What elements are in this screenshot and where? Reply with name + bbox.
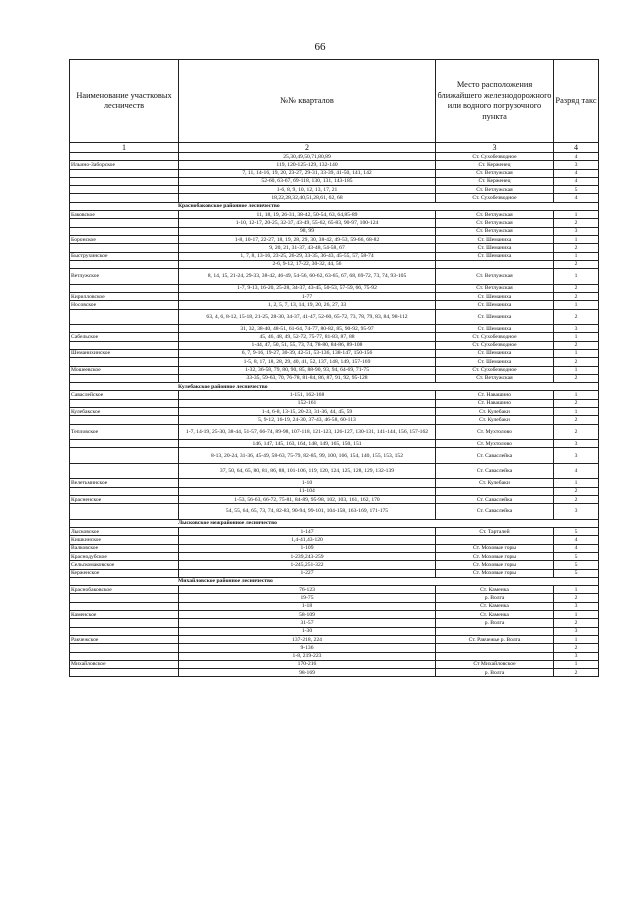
- forestry-name-cell: [70, 244, 179, 252]
- quarters-cell: 146, 147, 145, 163, 164, 148, 149, 165, 150, 151: [179, 440, 436, 448]
- section-row: [70, 519, 599, 527]
- tax-category-cell: 2: [554, 219, 599, 227]
- forestry-name-cell: Саваслейское: [70, 391, 179, 399]
- loading-point-cell: Ст. Ветлужская: [436, 219, 554, 227]
- tax-category-cell: 4: [554, 536, 599, 544]
- forestry-name-cell: Ракчежское: [70, 635, 179, 643]
- loading-point-cell: Ст. Каменка: [436, 586, 554, 594]
- loading-point-cell: Ст. Ветлужская: [436, 211, 554, 219]
- loading-point-cell: [436, 536, 554, 544]
- tax-category-cell: 3: [554, 161, 599, 169]
- loading-point-cell: [436, 487, 554, 495]
- loading-point-cell: р. Волга: [436, 594, 554, 602]
- forestry-name-cell: Керженское: [70, 569, 179, 577]
- quarters-cell: 25,30,49,50,71,80,89: [179, 153, 436, 161]
- table-row: [70, 440, 599, 448]
- table-row: [70, 374, 599, 382]
- tax-category-cell: 1: [554, 349, 599, 357]
- quarters-cell: 1-6, 8, 9, 10, 12, 13, 17, 21: [179, 186, 436, 194]
- forestry-name-cell: [70, 260, 179, 268]
- tax-category-cell: 3: [554, 504, 599, 520]
- section-title: Кулебакское районное лесничество: [70, 383, 599, 391]
- quarters-cell: 5, 9-12, 16-19, 24-30, 37-43, 46-58, 60-113: [179, 416, 436, 424]
- quarters-cell: 1-77: [179, 292, 436, 300]
- tax-category-cell: 1: [554, 252, 599, 260]
- loading-point-cell: Ст. Мухтолово: [436, 424, 554, 440]
- forestry-name-cell: Кирилловское: [70, 292, 179, 300]
- tax-category-cell: 5: [554, 186, 599, 194]
- tax-category-cell: 5: [554, 561, 599, 569]
- table-row: [70, 169, 599, 177]
- forestry-name-cell: [70, 652, 179, 660]
- table-row: [70, 561, 599, 569]
- forestry-name-cell: [70, 416, 179, 424]
- loading-point-cell: Ст. Тарталей: [436, 528, 554, 536]
- tax-category-cell: 1: [554, 586, 599, 594]
- forestry-name-cell: [70, 358, 179, 366]
- table-row: [70, 619, 599, 627]
- tax-category-cell: 2: [554, 619, 599, 627]
- section-title: Лысковское межрайонное лесничество: [70, 519, 599, 527]
- tax-category-cell: 3: [554, 652, 599, 660]
- quarters-cell: 9, 20, 21, 31-37, 43-48, 54-58, 67: [179, 244, 436, 252]
- forestry-name-cell: [70, 440, 179, 448]
- tax-category-cell: 1: [554, 301, 599, 309]
- quarters-cell: 152-161: [179, 399, 436, 407]
- loading-point-cell: Ст. Ветлужская: [436, 169, 554, 177]
- forestry-name-cell: [70, 463, 179, 479]
- loading-point-cell: Ст. Кулебаки: [436, 479, 554, 487]
- tax-category-cell: 1: [554, 211, 599, 219]
- tax-category-cell: 1: [554, 391, 599, 399]
- table-row: [70, 594, 599, 602]
- tax-category-cell: 2: [554, 341, 599, 349]
- quarters-cell: 1-44, 47, 50, 51, 55, 73, 74, 78-80, 84-86, 89-108: [179, 341, 436, 349]
- forestry-name-cell: Сельскомаковское: [70, 561, 179, 569]
- forestry-name-cell: [70, 602, 179, 610]
- tax-category-cell: 5: [554, 552, 599, 560]
- forestry-name-cell: [70, 177, 179, 185]
- table-row: [70, 219, 599, 227]
- loading-point-cell: Ст. Ветлужская: [436, 284, 554, 292]
- loading-point-cell: Ст. Моховые горы: [436, 552, 554, 560]
- quarters-cell: 1-8, 219-223: [179, 652, 436, 660]
- tax-category-cell: 3: [554, 602, 599, 610]
- table-row: [70, 186, 599, 194]
- quarters-cell: 7, 11, 14-16, 19, 20, 23-27, 29-31, 33-39, 41-50, 141, 142: [179, 169, 436, 177]
- tax-category-cell: 3: [554, 325, 599, 333]
- forestry-name-cell: Тепловское: [70, 424, 179, 440]
- table-row: [70, 408, 599, 416]
- table-row: [70, 252, 599, 260]
- quarters-cell: 1-245,251-322: [179, 561, 436, 569]
- table-row: [70, 544, 599, 552]
- forest-tax-table: [69, 59, 599, 677]
- loading-point-cell: Ст. Шеманиха: [436, 349, 554, 357]
- forestry-name-cell: [70, 309, 179, 325]
- forestry-name-cell: Носовское: [70, 301, 179, 309]
- forestry-name-cell: [70, 186, 179, 194]
- table-row: [70, 660, 599, 668]
- tax-category-cell: 4: [554, 177, 599, 185]
- section-row: [70, 202, 599, 210]
- tax-category-cell: 5: [554, 569, 599, 577]
- forestry-name-cell: Кишкинское: [70, 536, 179, 544]
- loading-point-cell: Ст. Моховые горы: [436, 561, 554, 569]
- forestry-name-cell: Валковское: [70, 544, 179, 552]
- quarters-cell: 52-60, 63-67, 69-118, 130, 131, 143-185: [179, 177, 436, 185]
- forestry-name-cell: [70, 669, 179, 677]
- tax-category-cell: 3: [554, 227, 599, 235]
- table-row: [70, 552, 599, 560]
- loading-point-cell: Ст. Шеманиха: [436, 309, 554, 325]
- tax-category-cell: 1: [554, 635, 599, 643]
- quarters-cell: 37, 50, 64, 65, 80, 81, 86, 88, 101-106, 119, 120, 124, 125, 128, 129, 132-139: [179, 463, 436, 479]
- table-row: [70, 292, 599, 300]
- section-title: Михайловское районное лесничество: [70, 577, 599, 585]
- forestry-name-cell: [70, 194, 179, 202]
- tax-category-cell: 1: [554, 408, 599, 416]
- quarters-cell: 1-8, 10-17, 22-27, 18, 19, 28, 29, 30, 38-42, 49-53, 59-66, 68-82: [179, 235, 436, 243]
- forestry-name-cell: [70, 341, 179, 349]
- table-row: [70, 391, 599, 399]
- forestry-name-cell: [70, 284, 179, 292]
- table-row: [70, 528, 599, 536]
- forestry-name-cell: Лысковское: [70, 528, 179, 536]
- loading-point-cell: Ст. Кулебаки: [436, 416, 554, 424]
- loading-point-cell: Ст. Ветлужская: [436, 227, 554, 235]
- tax-category-cell: 1: [554, 660, 599, 668]
- quarters-cell: 1-7, 14-19, 25-30, 38-44, 51-57, 66-74, 89-98, 107-118, 121-123, 126-127, 130-131, 141-144, 156, 157-162: [179, 424, 436, 440]
- forestry-name-cell: [70, 153, 179, 161]
- loading-point-cell: Ст. Ветлужская: [436, 186, 554, 194]
- quarters-cell: 1-109: [179, 544, 436, 552]
- table-row: [70, 309, 599, 325]
- loading-point-cell: Ст. Каменка: [436, 602, 554, 610]
- header-loading-point: Место расположения ближайшего железнодорожного или водного погрузочного пункта: [436, 60, 554, 143]
- loading-point-cell: Ст. Шеманиха: [436, 252, 554, 260]
- loading-point-cell: Ст. Шеманиха: [436, 325, 554, 333]
- table-row: [70, 177, 599, 185]
- loading-point-cell: Ст. Керженец: [436, 177, 554, 185]
- quarters-cell: 8, 14, 15, 21-24, 29-33, 38-42, 46-49, 54-56, 60-62, 63-65, 67, 68, 69-72, 73, 74, 93-105: [179, 269, 436, 285]
- table-row: [70, 652, 599, 660]
- tax-category-cell: 4: [554, 463, 599, 479]
- forestry-name-cell: Мошеевское: [70, 366, 179, 374]
- column-number: 1: [70, 143, 179, 153]
- loading-point-cell: [436, 644, 554, 652]
- table-row: [70, 416, 599, 424]
- forestry-name-cell: Ильино-Заборское: [70, 161, 179, 169]
- tax-category-cell: 2: [554, 644, 599, 652]
- loading-point-cell: Ст. Сухобезводное: [436, 194, 554, 202]
- forestry-name-cell: [70, 644, 179, 652]
- table-row: [70, 669, 599, 677]
- tax-category-cell: 2: [554, 424, 599, 440]
- tax-category-cell: 2: [554, 260, 599, 268]
- quarters-cell: 6, 7, 9-16, 19-27, 30-39, 42-51, 53-136, 138-147, 150-156: [179, 349, 436, 357]
- quarters-cell: 1-32, 36-58, 79, 80, 90, 85, 88-90, 93, 94, 64-69, 71-75: [179, 366, 436, 374]
- loading-point-cell: Ст. Шеманиха: [436, 292, 554, 300]
- forestry-name-cell: [70, 594, 179, 602]
- forestry-name-cell: [70, 504, 179, 520]
- column-number: 2: [179, 143, 436, 153]
- loading-point-cell: Ст. Шеманиха: [436, 244, 554, 252]
- table-row: [70, 424, 599, 440]
- forestry-name-cell: Краснодубское: [70, 552, 179, 560]
- tax-category-cell: 1: [554, 366, 599, 374]
- quarters-cell: 58-109: [179, 611, 436, 619]
- forestry-name-cell: Баковское: [70, 211, 179, 219]
- quarters-cell: 1, 7, 8, 13-16, 23-25, 26-29, 33-35, 36-43, 45-55, 57, 58-74: [179, 252, 436, 260]
- tax-category-cell: 5: [554, 528, 599, 536]
- tax-category-cell: 1: [554, 479, 599, 487]
- tax-category-cell: 4: [554, 153, 599, 161]
- table-row: [70, 235, 599, 243]
- loading-point-cell: Ст Михайловское: [436, 660, 554, 668]
- loading-point-cell: Ст. Саваслейка: [436, 496, 554, 504]
- quarters-cell: 1-227: [179, 569, 436, 577]
- table-row: [70, 463, 599, 479]
- section-row: [70, 577, 599, 585]
- quarters-cell: 170-216: [179, 660, 436, 668]
- forestry-name-cell: [70, 219, 179, 227]
- loading-point-cell: Ст. Сухобезводное: [436, 366, 554, 374]
- forestry-name-cell: [70, 169, 179, 177]
- table-row: [70, 325, 599, 333]
- table-row: [70, 611, 599, 619]
- tax-category-cell: 2: [554, 669, 599, 677]
- loading-point-cell: Ст. Керженец: [436, 161, 554, 169]
- table-row: [70, 333, 599, 341]
- table-row: [70, 448, 599, 464]
- quarters-cell: 8-13, 20-24, 31-36, 45-49, 58-63, 75-79, 82-85, 99, 100, 166, 154, 140, 155, 153, 152: [179, 448, 436, 464]
- forestry-name-cell: Шеманихинское: [70, 349, 179, 357]
- table-row: [70, 260, 599, 268]
- loading-point-cell: Ст. Навашино: [436, 391, 554, 399]
- quarters-cell: 2-6, 9-12, 17-22, 30-32, 44, 56: [179, 260, 436, 268]
- tax-category-cell: 2: [554, 358, 599, 366]
- table-row: [70, 644, 599, 652]
- tax-category-cell: 1: [554, 235, 599, 243]
- quarters-cell: 1-30: [179, 627, 436, 635]
- quarters-cell: 31, 32, 38-40, 48-51, 61-64, 74-77, 80-82, 85, 90-92, 95-97: [179, 325, 436, 333]
- quarters-cell: 1-53, 56-63, 66-72, 75-81, 84-89, 95-98, 102, 103, 161, 162, 170: [179, 496, 436, 504]
- loading-point-cell: Ст. Каменка: [436, 611, 554, 619]
- header-forestry-name: Наименование участковых лесничеств: [70, 60, 179, 143]
- forestry-name-cell: Михайловское: [70, 660, 179, 668]
- forestry-name-cell: Велетьминское: [70, 479, 179, 487]
- quarters-cell: 1-5, 8, 17, 18, 28, 29, 40, 41, 52, 137, 148, 149, 157-169: [179, 358, 436, 366]
- section-row: [70, 383, 599, 391]
- loading-point-cell: Ст. Шеманиха: [436, 301, 554, 309]
- header-quarters: №№ кварталов: [179, 60, 436, 143]
- quarters-cell: 63, 4, 6, 8-12, 15-18, 21-25, 28-30, 34-37, 41-47, 52-60, 65-72, 73, 78, 79, 83, 84, 98-112: [179, 309, 436, 325]
- column-number: 4: [554, 143, 599, 153]
- tax-category-cell: 2: [554, 309, 599, 325]
- quarters-cell: 19-75: [179, 594, 436, 602]
- quarters-cell: 9-136: [179, 644, 436, 652]
- table-row: [70, 399, 599, 407]
- table-row: [70, 341, 599, 349]
- table-row: [70, 153, 599, 161]
- column-number: 3: [436, 143, 554, 153]
- header-row: [70, 60, 599, 143]
- tax-category-cell: 4: [554, 544, 599, 552]
- loading-point-cell: Ст. Мухтолово: [436, 440, 554, 448]
- quarters-cell: 1-7, 9-13, 16-20, 25-28, 34-37, 43-45, 50-53, 57-59, 66, 75-92: [179, 284, 436, 292]
- tax-category-cell: 2: [554, 244, 599, 252]
- table-row: [70, 504, 599, 520]
- loading-point-cell: Ст. Саваслейка: [436, 463, 554, 479]
- quarters-cell: 1-10, 12-17, 20-25, 32-37, 43-49, 55-62, 65-83, 90-97, 100-124: [179, 219, 436, 227]
- header-tax-category: Разряд такс: [554, 60, 599, 143]
- quarters-cell: 1-4, 6-8, 13-15, 20-23, 31-36, 44, 45, 59: [179, 408, 436, 416]
- forestry-name-cell: Быструхинское: [70, 252, 179, 260]
- quarters-cell: 18,22,28,32,40,51,28,61, 62, 68: [179, 194, 436, 202]
- table-row: [70, 194, 599, 202]
- quarters-cell: 98, 99: [179, 227, 436, 235]
- table-row: [70, 487, 599, 495]
- forestry-name-cell: [70, 448, 179, 464]
- loading-point-cell: Ст. Шеманиха: [436, 358, 554, 366]
- loading-point-cell: Ст. Ветлужская: [436, 374, 554, 382]
- forestry-name-cell: Боронское: [70, 235, 179, 243]
- table-row: [70, 536, 599, 544]
- quarters-cell: 45, 46, 48, 49, 52-72, 75-77, 81-83, 87, 88: [179, 333, 436, 341]
- table-row: [70, 211, 599, 219]
- quarters-cell: 1-151, 162-168: [179, 391, 436, 399]
- tax-category-cell: 2: [554, 496, 599, 504]
- loading-point-cell: Ст. Саваслейка: [436, 504, 554, 520]
- tax-category-cell: 2: [554, 284, 599, 292]
- forestry-name-cell: [70, 627, 179, 635]
- forestry-name-cell: Красненское: [70, 496, 179, 504]
- loading-point-cell: [436, 652, 554, 660]
- loading-point-cell: Ст. Саваслейка: [436, 448, 554, 464]
- page-number: 66: [314, 41, 326, 53]
- table-row: [70, 366, 599, 374]
- table-row: [70, 161, 599, 169]
- table-row: [70, 358, 599, 366]
- forestry-name-cell: [70, 399, 179, 407]
- table-row: [70, 284, 599, 292]
- forestry-name-cell: [70, 374, 179, 382]
- tax-category-cell: 1: [554, 269, 599, 285]
- quarters-cell: 1-147: [179, 528, 436, 536]
- loading-point-cell: Ст. Сухобезводное: [436, 153, 554, 161]
- section-title: Краснобаковское районное лесничество: [70, 202, 599, 210]
- table-row: [70, 479, 599, 487]
- quarters-cell: 76-123: [179, 586, 436, 594]
- tax-category-cell: 2: [554, 416, 599, 424]
- loading-point-cell: Ст. Ракчежье р. Волга: [436, 635, 554, 643]
- quarters-cell: 1-239,243-259: [179, 552, 436, 560]
- tax-category-cell: 4: [554, 169, 599, 177]
- forestry-name-cell: [70, 619, 179, 627]
- tax-category-cell: 2: [554, 487, 599, 495]
- forestry-name-cell: [70, 227, 179, 235]
- loading-point-cell: р. Волга: [436, 619, 554, 627]
- quarters-cell: 1,4-41,43-120: [179, 536, 436, 544]
- forestry-name-cell: [70, 325, 179, 333]
- loading-point-cell: Ст. Моховые горы: [436, 569, 554, 577]
- table-row: [70, 496, 599, 504]
- loading-point-cell: Ст. Шеманиха: [436, 235, 554, 243]
- table-row: [70, 269, 599, 285]
- quarters-cell: 1, 2, 5, 7, 13, 14, 19, 20, 26, 27, 33: [179, 301, 436, 309]
- table-row: [70, 244, 599, 252]
- forestry-name-cell: Сабельское: [70, 333, 179, 341]
- loading-point-cell: [436, 260, 554, 268]
- table-row: [70, 586, 599, 594]
- table-row: [70, 349, 599, 357]
- tax-category-cell: 2: [554, 594, 599, 602]
- quarters-cell: 33-35, 59-63, 70, 76-78, 81-84, 86, 87, 91, 92, 95-128: [179, 374, 436, 382]
- quarters-cell: 137-218, 224: [179, 635, 436, 643]
- tax-category-cell: 3: [554, 448, 599, 464]
- table-row: [70, 635, 599, 643]
- quarters-cell: 31-57: [179, 619, 436, 627]
- loading-point-cell: [436, 627, 554, 635]
- loading-point-cell: Ст. Навашино: [436, 399, 554, 407]
- tax-category-cell: 2: [554, 292, 599, 300]
- tax-category-cell: 3: [554, 440, 599, 448]
- quarters-cell: 11-104: [179, 487, 436, 495]
- tax-category-cell: 1: [554, 333, 599, 341]
- loading-point-cell: Ст. Моховые горы: [436, 544, 554, 552]
- table-row: [70, 227, 599, 235]
- forestry-name-cell: Кулебакское: [70, 408, 179, 416]
- quarters-cell: 98-169: [179, 669, 436, 677]
- table-row: [70, 301, 599, 309]
- tax-category-cell: 2: [554, 374, 599, 382]
- quarters-cell: 54, 55, 64, 65, 73, 74, 82-83, 90-94, 99-101, 104-158, 163-169, 171-175: [179, 504, 436, 520]
- loading-point-cell: Ст. Сухобезводное: [436, 341, 554, 349]
- tax-category-cell: 1: [554, 611, 599, 619]
- quarters-cell: 1-10: [179, 479, 436, 487]
- loading-point-cell: Ст. Ветлужская: [436, 269, 554, 285]
- loading-point-cell: Ст. Кулебаки: [436, 408, 554, 416]
- table-row: [70, 627, 599, 635]
- forestry-name-cell: Краснобаковское: [70, 586, 179, 594]
- table-row: [70, 569, 599, 577]
- column-number-row: [70, 143, 599, 153]
- loading-point-cell: Ст. Сухобезводное: [436, 333, 554, 341]
- quarters-cell: 119, 120-125-129, 132-140: [179, 161, 436, 169]
- quarters-cell: 11, 18, 19, 26-31, 38-42, 50-54, 63, 64,85-89: [179, 211, 436, 219]
- tax-category-cell: 4: [554, 194, 599, 202]
- tax-category-cell: 2: [554, 399, 599, 407]
- forestry-name-cell: Ветлужское: [70, 269, 179, 285]
- loading-point-cell: р. Волга: [436, 669, 554, 677]
- tax-category-cell: 3: [554, 627, 599, 635]
- forestry-name-cell: [70, 487, 179, 495]
- table-row: [70, 602, 599, 610]
- forestry-name-cell: Каменское: [70, 611, 179, 619]
- quarters-cell: 1-18: [179, 602, 436, 610]
